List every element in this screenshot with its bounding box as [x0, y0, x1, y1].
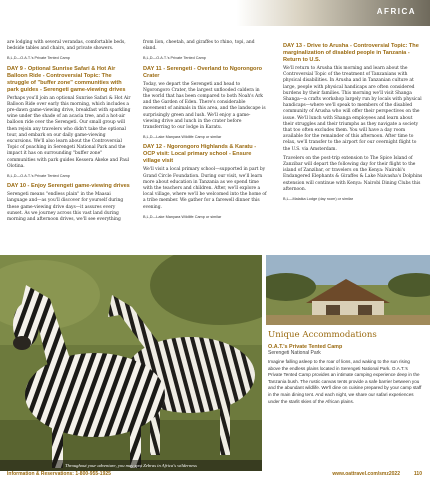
- sidebar-title: Unique Accommodations: [268, 330, 377, 340]
- meal-note: B,L—Malaika Lodge (day room) or similar: [283, 197, 354, 202]
- day12-body: We'll visit a local primary school—supported in part by Grand Circle Foundation. During our visit, we'll learn more about education in Tanzania as we spend time with the teachers and children. After, we'll explore a local village, where we'll be welcomed into the home of a tribe member. We gather for a farewell dinner this evening.: [143, 167, 267, 210]
- section-label: AFRICA: [376, 7, 416, 16]
- meal-note: B,L,D—O.A.T.'s Private Tented Camp: [7, 56, 70, 61]
- camp-photo: [266, 255, 430, 325]
- day11-body: Today, we depart the Serengeti and head to Ngorongoro Crater, the largest unflooded caldera in the world that has been compared to both Noah's Ark and the Garden of Eden. There's considerable movement of animals in this area, and the landscape is surprisingly green and lush. We'll enjoy a game-viewing drive and lunch in the crater before transferring to our lodge in Karatu.: [143, 81, 266, 131]
- accommodations-sidebar: [268, 330, 422, 405]
- website-link[interactable]: www.oattravel.com/smz2022: [332, 471, 400, 477]
- sidebar-subheading: Serengeti National Park: [268, 350, 321, 356]
- header-bar: [0, 0, 430, 26]
- column-1: [7, 40, 131, 226]
- day9-title: DAY 9 - Optional Sunrise Safari & Hot Air Balloon Ride - Controversial Topic: The struggle of "buffer zone" communities with park guides - Serengeti game-viewing drives: [7, 65, 126, 93]
- photo-caption: Throughout your adventure, you may spot Zebras in Africa's wilderness: [0, 460, 262, 471]
- reservations-info: Information & Reservations: 1-800-955-1925: [7, 471, 111, 477]
- col1-intro: are lodging with several verandas, comfortable beds, bedside tables and chairs, and private showers.: [7, 40, 126, 52]
- col2-cont: from lion, cheetah, and giraffes to rhino, topi, and eland.: [143, 40, 255, 52]
- column-3: [283, 40, 423, 206]
- page-number: 110: [413, 471, 422, 477]
- zebra-illustration: [0, 255, 262, 471]
- meal-note: B,L,D—Lake Manyara Wildlife Camp or similar: [143, 135, 222, 140]
- day13-title: DAY 13 - Drive to Arusha - Controversial Topic: The marginalization of disabled people in Tanzania - Return to U.S.: [283, 43, 419, 63]
- day10-title: DAY 10 - Enjoy Serengeti game-viewing drives: [7, 183, 130, 190]
- sidebar-body: Imagine falling asleep to the roar of lions, and waking to the sun rising above the endless plains located in Serengeti National Park. O.A.T.'s Private Tented Camp provides an intimate camping experience deep in the Tanzania bush. The rustic canvas tents provide a safe barrier between you and the abundant wildlife. We'll dine on cuisine prepared by your camp staff in the main dining tent. And each night, we share our safari experiences under the starlit skies of the African plains.: [268, 359, 422, 404]
- meal-note: B,L,D—O.A.T.'s Private Tented Camp: [7, 174, 70, 179]
- column-2: [143, 40, 267, 224]
- meal-note: B,L,D—Lake Manyara Wildlife Camp or similar: [143, 214, 222, 219]
- meal-note: B,L,D—O.A.T.'s Private Tented Camp: [143, 56, 206, 61]
- day13-extension: Travelers on the post-trip extension to The Spice Island of Zanzibar will depart the following day for their flight to the island of Zanzibar, or travelers on the Kenya: Nairobi's Endangered Elephants & Giraffes & Lake Naivasha's Dolphins extension will continue with Kenya: Nairobi Dining Clubs this afternoon.: [283, 155, 423, 192]
- page-footer: [0, 471, 430, 480]
- tented-camp-illustration: [266, 255, 430, 325]
- day9-body: Perhaps you'll join an optional Sunrise Safari & Hot Air Balloon Ride over early this morning, which includes a pre-dawn game-viewing drive, breakfast with sparkling wine under the shade of an acacia tree, and a hot-air balloon ride over the Serengeti. Our small group will then rejoin any travelers who didn't take the optional tour, and embark on our daily game-viewing excursions. We'll also learn about the Controversial Topic of poaching in Serengeti National Park and the impact it has on surrounding "buffer zone" communities with park guides Kessera Akeke and Paul Olotina.: [7, 95, 131, 169]
- zebra-photo: [0, 255, 262, 471]
- day12-title: DAY 12 - Ngorongoro Highlands & Karatu - OCP visit: Local primary school - Ensure village visit: [143, 144, 257, 165]
- sidebar-heading: O.A.T.'s Private Tented Camp: [268, 344, 343, 350]
- day10-body: Serengeti means "endless plain" in the Maasai language and—as you'll discover for yourself during these game-viewing drive days—it assures every sunset. As we journey across this vast land during morning and afternoon drives, we'll see everything: [7, 192, 124, 223]
- day13-body: We'll return to Arusha this morning and learn about the Controversial Topic of the treatment of Tanzanians with physical disabilities. In Arusha and in Tanzanian culture at large, people with physical handicaps are often considered burdens by their families. This morning we'll visit Shanga Shanga—a crafts workshop largely run by locals with physical handicaps—where we'll speak to members of the disabled community of Arusha who will offer their perspectives on the issue. We'll lunch with Shanga employees and learn about their struggles and their triumphs as they navigate a society that too often excludes them. You will have a day room available for the remainder of this afternoon. After time to relax, we'll transfer to the airport for our overnight flight to the U.S. via Amsterdam.: [283, 66, 422, 152]
- day11-title: DAY 11 - Serengeti - Overland to Ngorongoro Crater: [143, 65, 263, 79]
